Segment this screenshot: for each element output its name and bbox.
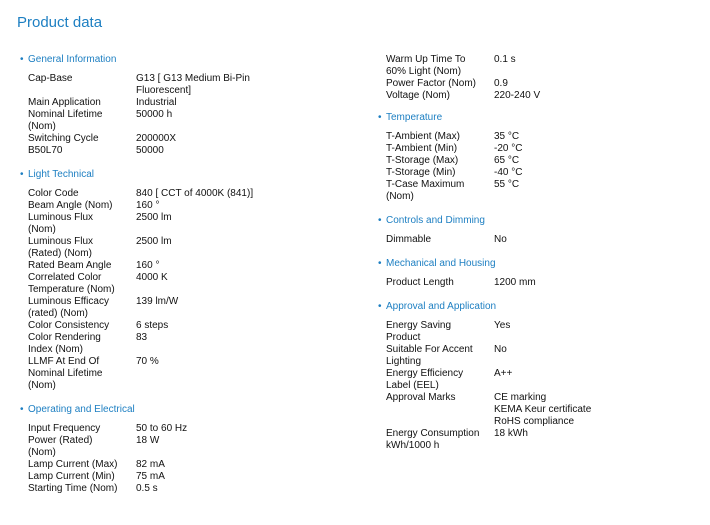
property-label: Energy Consumption kWh/1000 h — [386, 428, 480, 451]
property-label: Dimmable — [386, 234, 432, 245]
properties-table — [378, 320, 591, 452]
section-title: Approval and Application — [386, 301, 497, 312]
property-row — [20, 145, 250, 157]
property-label: Luminous Flux (Rated) (Nom) — [28, 236, 94, 259]
property-row — [20, 97, 250, 109]
property-row — [20, 471, 187, 483]
section-temperature — [378, 112, 708, 203]
property-row — [20, 73, 250, 97]
bullet-icon: • — [20, 54, 24, 65]
property-row — [20, 109, 250, 133]
property-label: Warm Up Time To 60% Light (Nom) — [386, 54, 466, 77]
property-value: No — [494, 234, 507, 245]
property-label: Rated Beam Angle — [28, 260, 112, 271]
property-row — [20, 236, 253, 260]
property-value: 220-240 V — [494, 90, 541, 101]
property-label: Luminous Flux (Nom) — [28, 212, 94, 235]
property-label: Product Length — [386, 277, 454, 288]
property-value: Industrial — [136, 97, 177, 108]
property-value: 2500 lm — [136, 236, 172, 247]
property-label: Lamp Current (Max) — [28, 459, 118, 470]
property-value: 6 steps — [136, 320, 169, 331]
property-value: 139 lm/W — [136, 296, 179, 307]
section-title: General Information — [28, 54, 117, 65]
property-label: Beam Angle (Nom) — [28, 200, 113, 211]
property-row — [378, 428, 591, 452]
section-title: Operating and Electrical — [28, 404, 135, 415]
section-header — [378, 112, 708, 124]
property-value: 35 °C — [494, 131, 520, 142]
bullet-icon: • — [378, 112, 382, 123]
property-value: 840 [ CCT of 4000K (841)] — [136, 188, 254, 199]
property-label: B50L70 — [28, 145, 63, 156]
property-label: T-Case Maximum (Nom) — [386, 179, 465, 202]
section-header — [20, 169, 360, 181]
property-row — [378, 167, 522, 179]
property-value: 200000X — [136, 133, 177, 144]
section-mechanical-and-housing — [378, 258, 708, 289]
property-row — [378, 344, 591, 368]
properties-table — [378, 277, 536, 289]
property-value: 1200 mm — [494, 277, 536, 288]
property-label: Power (Rated) (Nom) — [28, 435, 93, 458]
property-row — [378, 368, 591, 392]
properties-table — [20, 73, 250, 157]
right-column — [378, 54, 708, 462]
property-value: 83 — [136, 332, 148, 343]
property-label: Starting Time (Nom) — [28, 483, 118, 494]
property-value: 4000 K — [136, 272, 168, 283]
property-row — [20, 423, 187, 435]
property-label: T-Ambient (Max) — [386, 131, 460, 142]
section-general-information — [20, 54, 360, 157]
property-row — [20, 260, 253, 272]
property-value: 2500 lm — [136, 212, 172, 223]
section-operating-and-electrical — [20, 404, 360, 495]
property-value: A++ — [494, 368, 513, 379]
section-title: Mechanical and Housing — [386, 258, 496, 269]
property-label: Suitable For Accent Lighting — [386, 344, 473, 367]
property-row — [378, 78, 540, 90]
property-row — [20, 188, 253, 200]
properties-table — [20, 188, 253, 392]
section-title: Temperature — [386, 112, 443, 123]
property-value: -40 °C — [494, 167, 523, 178]
bullet-icon: • — [378, 301, 382, 312]
property-label: Energy Saving Product — [386, 320, 452, 343]
property-row — [20, 320, 253, 332]
property-row — [378, 155, 522, 167]
property-value: CE marking KEMA Keur certificate RoHS compliance — [494, 392, 592, 427]
property-label: Energy Efficiency Label (EEL) — [386, 368, 464, 391]
property-value: 75 mA — [136, 471, 165, 482]
section-title: Light Technical — [28, 169, 94, 180]
property-row — [20, 133, 250, 145]
property-row — [378, 392, 591, 428]
property-value: 50000 — [136, 145, 164, 156]
property-row — [20, 296, 253, 320]
properties-table — [378, 234, 507, 246]
property-label: Voltage (Nom) — [386, 90, 450, 101]
property-value: 18 kWh — [494, 428, 528, 439]
section-header — [378, 301, 708, 313]
property-label: Luminous Efficacy (rated) (Nom) — [28, 296, 109, 319]
section-approval-and-application — [378, 301, 708, 452]
property-row — [378, 90, 540, 102]
property-row — [20, 459, 187, 471]
property-value: No — [494, 344, 507, 355]
bullet-icon: • — [378, 215, 382, 226]
page-title: Product data — [17, 14, 103, 31]
property-row — [378, 320, 591, 344]
property-value: G13 [ G13 Medium Bi-Pin Fluorescent] — [136, 73, 250, 96]
property-label: Power Factor (Nom) — [386, 78, 477, 89]
property-row — [378, 179, 522, 203]
property-value: -20 °C — [494, 143, 523, 154]
properties-table — [378, 54, 540, 102]
property-value: 55 °C — [494, 179, 520, 190]
section-header — [20, 404, 360, 416]
property-row — [378, 234, 507, 246]
property-row — [20, 435, 187, 459]
property-row — [378, 54, 540, 78]
property-label: Switching Cycle — [28, 133, 99, 144]
bullet-icon: • — [20, 404, 24, 415]
property-row — [20, 200, 253, 212]
property-value: 65 °C — [494, 155, 520, 166]
section-title: Controls and Dimming — [386, 215, 485, 226]
section-header — [20, 54, 360, 66]
property-value: 50000 h — [136, 109, 173, 120]
property-label: T-Storage (Max) — [386, 155, 459, 166]
properties-table — [20, 423, 187, 495]
property-value: 18 W — [136, 435, 160, 446]
property-value: 82 mA — [136, 459, 165, 470]
property-row — [378, 131, 522, 143]
property-label: LLMF At End Of Nominal Lifetime (Nom) — [28, 356, 103, 391]
property-label: T-Ambient (Min) — [386, 143, 458, 154]
property-label: T-Storage (Min) — [386, 167, 456, 178]
property-row — [378, 143, 522, 155]
property-label: Lamp Current (Min) — [28, 471, 115, 482]
property-value: 50 to 60 Hz — [136, 423, 188, 434]
property-row — [378, 277, 536, 289]
bullet-icon: • — [20, 169, 24, 180]
property-label: Color Rendering Index (Nom) — [28, 332, 101, 355]
property-value: 0.5 s — [136, 483, 158, 494]
property-row — [20, 483, 187, 495]
bullet-icon: • — [378, 258, 382, 269]
property-value: 160 ° — [136, 200, 160, 211]
left-column — [20, 54, 360, 505]
property-value: 0.9 — [494, 78, 508, 89]
section-header — [378, 215, 708, 227]
property-value: 70 % — [136, 356, 159, 367]
property-row — [20, 212, 253, 236]
property-row — [20, 272, 253, 296]
property-value: 160 ° — [136, 260, 160, 271]
property-row — [20, 356, 253, 392]
property-row — [20, 332, 253, 356]
property-label: Color Code — [28, 188, 79, 199]
section-header — [378, 258, 708, 270]
properties-table — [378, 131, 522, 203]
property-label: Color Consistency — [28, 320, 110, 331]
section-operating-continued — [378, 54, 708, 102]
property-label: Main Application — [28, 97, 101, 108]
section-controls-and-dimming — [378, 215, 708, 246]
property-label: Cap-Base — [28, 73, 73, 84]
property-value: 0.1 s — [494, 54, 516, 65]
property-label: Correlated Color Temperature (Nom) — [28, 272, 115, 295]
section-light-technical — [20, 169, 360, 392]
property-value: Yes — [494, 320, 511, 331]
property-label: Nominal Lifetime (Nom) — [28, 109, 103, 132]
property-label: Input Frequency — [28, 423, 101, 434]
property-label: Approval Marks — [386, 392, 456, 403]
